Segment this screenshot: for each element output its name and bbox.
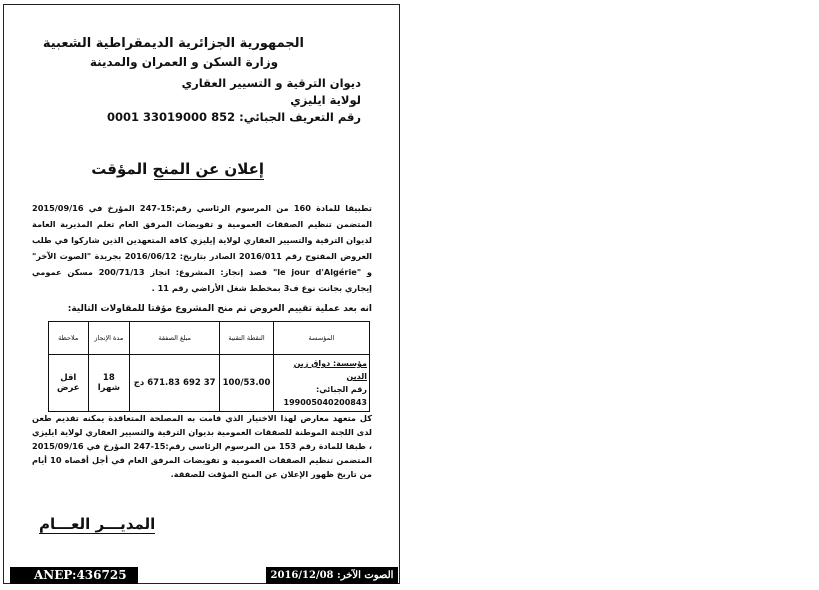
- header-ministry: وزارة السكن و العمران والمدينة: [89, 55, 279, 69]
- appeal-paragraph: كل متعهد معارض لهذا الاختيار الذي قامت به المصلحة المتعاقدة يمكنه تقديم طعن لدى اللجنة الموطنة للصفقات العمومية بديوان الترقية والتسيير العقاري لولاية ايليزي ، طبقا للمادة رقم 153 من المرسوم الرئاسي رقم:15-247 المؤرخ في 2015/09/16 المتضمن تنظيم الصفقات العمومية و تفويضات المرفق العام في أجل أقصاه 10 أيام من تاريخ ظهور الإعلان عن المنح المؤقت للصفقة.: [32, 413, 372, 479]
- table-header-row: [49, 322, 370, 355]
- cell-note: اقل عرض: [49, 355, 89, 412]
- header-wilaya: لولاية ايليزي: [290, 93, 361, 107]
- header-tax-id: رقم التعريف الجبائي: 852 33019000 0001: [107, 110, 361, 124]
- award-table: [48, 321, 370, 412]
- table-row: [49, 355, 370, 412]
- header-duration: مدة الإنجاز: [88, 322, 130, 355]
- header-republic: الجمهورية الجزائرية الديمقراطية الشعبية: [42, 36, 304, 51]
- award-statement: انه بعد عملية تقييم العروض تم منح المشروع مؤقتا للمقاولات التالية:: [67, 304, 372, 314]
- header-office: ديوان الترقية و التسيير العقاري: [181, 76, 361, 90]
- header-technical: النقطة التقنية: [220, 322, 273, 355]
- signature-title: المديـــر العـــام: [39, 515, 156, 533]
- header-firm: المؤسسة: [273, 322, 369, 355]
- anep-number: ANEP:436725: [10, 567, 138, 584]
- header-note: ملاحظة: [49, 322, 89, 355]
- firm-tax-id: رقم الجبائي: 199005040200843: [283, 385, 367, 407]
- newspaper-date: الصوت الآخر: 2016/12/08: [266, 567, 398, 584]
- cell-technical: 100/53.00: [220, 355, 273, 412]
- firm-name: مؤسسة: دواق زين الدين: [293, 359, 367, 381]
- document-title: إعلان عن المنح المؤقت: [91, 160, 264, 178]
- cell-duration: 18 شهرا: [88, 355, 130, 412]
- announcement-document: [3, 4, 400, 584]
- header-amount: مبلغ الصفقة: [130, 322, 220, 355]
- intro-paragraph: تطبيقا للمادة 160 من المرسوم الرئاسي رقم:15-247 المؤرخ في 2015/09/16 المتضمن تنظيم الصفقات العمومية و تفويضات المرفق العام تعلم المديرية العامة لديوان الترقية والتسيير العقاري لولاية إيليزي كافة المتعهدين الذين شاركوا في طلب العروض المفتوح رقم 2016/011 الصادر بتاريخ: 2016/06/12 بجريدة "الصوت الآخر" و "le jour d'Algérie" قصد إنجاز: المشروع: انجاز 200/71/13 مسكن عمومي إيجاري بجانت نوع ف3 بمخطط شغل الأراضي رقم 11 .: [32, 203, 372, 293]
- cell-firm: [273, 355, 369, 412]
- cell-amount: 37 692 671.83 دج: [130, 355, 220, 412]
